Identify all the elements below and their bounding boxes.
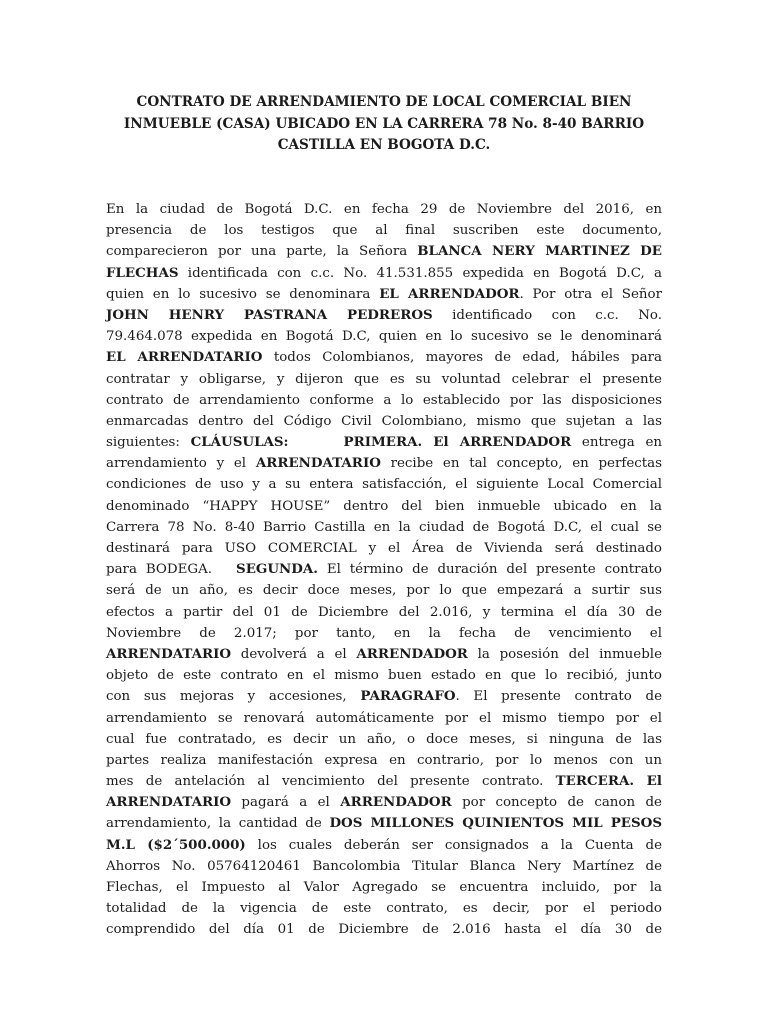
body-line (106, 517, 662, 538)
title-line: INMUEBLE (CASA) UBICADO EN LA CARRERA 78 No. 8-40 BARRIO (123, 115, 645, 132)
body-line (106, 919, 662, 940)
body-text: arrendamiento, la cantidad de (106, 816, 330, 832)
bold-text: JOHN HENRY PASTRANA PEDREROS (106, 306, 433, 323)
bold-text: PRIMERA. El ARRENDADOR (343, 434, 572, 451)
body-line (106, 580, 662, 601)
body-text: identificada con c.c. No. 41.531.855 expedida en Bogotá D.C, a (178, 265, 662, 281)
body-line (106, 390, 662, 411)
title-line: CASTILLA EN BOGOTA D.C. (277, 137, 491, 153)
body-text: todos Colombianos, mayores de edad, hábiles para (262, 350, 662, 366)
body-text: recibe en tal concepto, en perfectas (380, 456, 662, 472)
bold-text: M.L ($2´500.000) (106, 836, 246, 853)
bold-text: EL ARRENDATARIO (106, 349, 263, 366)
body-text: condiciones de uso y a su entera satisfacción, el siguiente Local Comercial (106, 477, 662, 493)
body-text: Flechas, el Impuesto al Valor Agregado se encuentra incluido, por la (106, 880, 662, 895)
body-text: Carrera 78 No. 8-40 Barrio Castilla en la ciudad de Bogotá D.C, el cual se (106, 519, 662, 535)
body-line (106, 559, 662, 580)
body-line (106, 496, 662, 517)
body-text: con sus mejoras y accesiones, (106, 689, 361, 705)
body-text: contratar y obligarse, y dijeron que es su voluntad celebrar el presente (106, 371, 662, 387)
body-text: 79.464.078 expedida en Bogotá D.C, quien en lo sucesivo se le denominará (106, 329, 662, 345)
bold-text: EL ARRENDADOR (379, 285, 520, 302)
body-text: El término de duración del presente contrato (317, 562, 662, 578)
body-text: efectos a partir del 01 de Diciembre del 2.016, y termina el día 30 de (106, 604, 662, 620)
body-line (106, 199, 662, 220)
body-text: arrendamiento se renovará automáticamente por el mismo tiempo por el (106, 710, 662, 726)
body-line (106, 813, 662, 834)
body-text: mes de antelación al vencimiento del presente contrato. (106, 774, 556, 790)
bold-text: PARAGRAFO (360, 688, 456, 705)
document-title (110, 92, 658, 157)
bold-text: FLECHAS (106, 264, 179, 281)
body-text: identificado con c.c. No. (432, 307, 663, 323)
body-line (106, 792, 662, 813)
bold-text: ARRENDADOR (356, 645, 468, 662)
body-text: pagará a el (231, 795, 341, 811)
body-text: comprendido del día 01 de Diciembre de 2.016 hasta el día 30 de (106, 922, 662, 938)
body-text: En la ciudad de Bogotá D.C. en fecha 29 de Noviembre del 2016, en (106, 202, 662, 217)
body-text: arrendamiento y el (106, 456, 256, 472)
body-line (106, 538, 662, 559)
bold-text: TERCERA. El (555, 773, 662, 790)
body-line (106, 665, 662, 686)
body-line (106, 347, 662, 368)
body-line (106, 432, 662, 453)
body-text: totalidad de la vigencia de este contrato, es decir, por el periodo (106, 901, 662, 917)
body-text: presencia de los testigos que al final suscriben este documento, (106, 223, 662, 239)
body-text: denominado “HAPPY HOUSE” dentro del bien inmueble ubicado en la (106, 498, 662, 514)
body-text: enmarcadas dentro del Código Civil Colombiano, mismo que sujetan a las (106, 413, 662, 429)
body-line (106, 750, 662, 771)
body-text: partes realiza manifestación expresa en contrario, por lo menos con un (106, 752, 662, 768)
body-line (106, 241, 662, 262)
body-line (106, 411, 662, 432)
body-line (106, 856, 662, 877)
body-text: devolverá a el (231, 646, 357, 662)
body-text: cual fue contratado, es decir un año, o doce meses, si ninguna de las (106, 731, 662, 747)
body-line (106, 898, 662, 919)
body-line (106, 305, 662, 326)
body-text: entrega en (571, 435, 662, 451)
body-line (106, 220, 662, 241)
body-line (106, 326, 662, 347)
bold-text: ARRENDATARIO (106, 645, 232, 662)
bold-text: ARRENDATARIO (106, 794, 232, 811)
body-text: la posesión del inmueble (467, 646, 663, 662)
body-line (106, 474, 662, 495)
body-line (106, 369, 662, 390)
body-text: quien en lo sucesivo se denominara (106, 286, 380, 302)
body-text: los cuales deberán ser consignados a la Cuenta de (245, 837, 662, 853)
body-text: para BODEGA. (106, 562, 213, 578)
body-text: comparecieron por una parte, la Señora (106, 244, 418, 260)
bold-text: DOS MILLONES QUINIENTOS MIL PESOS (329, 815, 662, 832)
title-line: CONTRATO DE ARRENDAMIENTO DE LOCAL COMERCIAL BIEN (136, 94, 632, 110)
body-line (106, 453, 662, 474)
body-line (106, 686, 662, 707)
body-text: Noviembre de 2.017; por tanto, en la fecha de vencimiento el (106, 625, 662, 641)
body-text: objeto de este contrato en el mismo buen estado en que lo recibió, junto (106, 668, 662, 684)
bold-text: CLÁUSULAS: (190, 434, 289, 451)
body-line (106, 644, 662, 665)
body-line (106, 708, 662, 729)
bold-text: SEGUNDA. (236, 561, 318, 578)
body-text: destinará para USO COMERCIAL y el Área de Vivienda será destinado (106, 541, 662, 556)
body-line (106, 623, 662, 644)
body-line (106, 284, 662, 305)
body-text: . Por otra el Señor (519, 286, 662, 302)
contract-body (106, 199, 662, 941)
body-line (106, 263, 662, 284)
body-text: contrato de arrendamiento conforme a lo establecido por las disposiciones (106, 392, 662, 408)
bold-text: BLANCA NERY MARTINEZ DE (417, 243, 662, 260)
body-line (106, 771, 662, 792)
body-line (106, 835, 662, 856)
body-text: Ahorros No. 05764120461 Bancolombia Titular Blanca Nery Martínez de (106, 858, 662, 874)
body-text: siguientes: (106, 435, 191, 451)
body-text: será de un año, es decir doce meses, por lo que empezará a surtir sus (106, 583, 662, 599)
body-line (106, 602, 662, 623)
body-text: por concepto de canon de (451, 795, 662, 811)
body-line (106, 729, 662, 750)
body-text: . El presente contrato de (455, 689, 662, 705)
bold-text: ARRENDATARIO (255, 455, 381, 472)
body-line (106, 877, 662, 898)
bold-text: ARRENDADOR (340, 794, 452, 811)
